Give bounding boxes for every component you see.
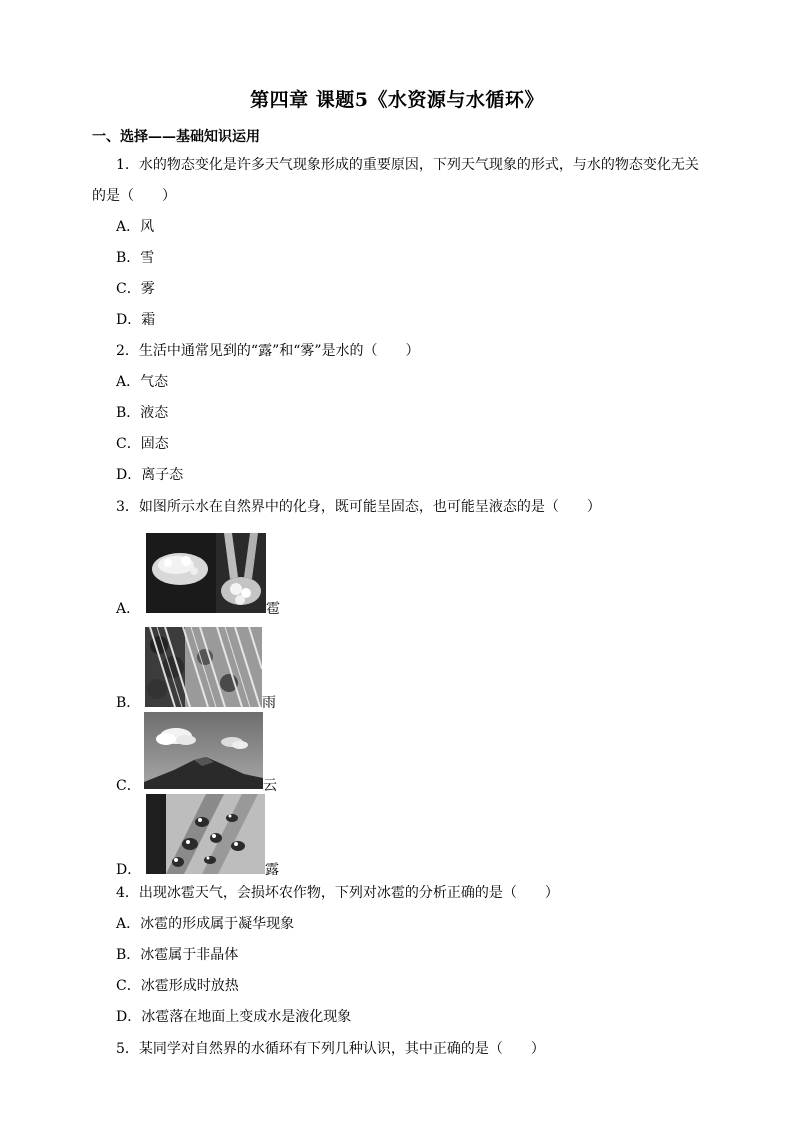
question-2-option-c: C．固态 xyxy=(116,436,169,452)
page-title: 第四章 课题5《水资源与水循环》 xyxy=(250,89,544,111)
dew-photo-icon xyxy=(146,794,265,874)
question-2-option-d: D．离子态 xyxy=(116,467,184,483)
question-1-option-a: A．风 xyxy=(116,219,155,235)
question-3-option-a-letter: A． xyxy=(116,601,141,617)
question-3-option-d-caption: 露 xyxy=(265,862,279,878)
question-1-stem-continued: 的是（ ） xyxy=(92,188,176,204)
question-3-option-c-caption: 云 xyxy=(263,778,277,794)
question-5-stem: 5．某同学对自然界的水循环有下列几种认识，其中正确的是（ ） xyxy=(116,1041,545,1057)
question-2-option-b: B．液态 xyxy=(116,405,169,421)
cloud-photo-icon xyxy=(144,712,263,789)
section-heading: 一、选择——基础知识运用 xyxy=(92,129,260,145)
question-1-option-b: B．雪 xyxy=(116,250,155,266)
question-4-option-b: B．冰雹属于非晶体 xyxy=(116,947,239,963)
question-3-option-d-letter: D． xyxy=(116,862,142,878)
question-2-stem: 2．生活中通常见到的“露”和“雾”是水的（ ） xyxy=(116,343,420,359)
question-3-option-b-caption: 雨 xyxy=(262,695,276,711)
question-1-stem: 1．水的物态变化是许多天气现象形成的重要原因，下列天气现象的形式，与水的物态变化无关 xyxy=(116,157,699,173)
question-3-option-a-caption: 雹 xyxy=(266,601,280,617)
question-3-option-c-letter: C． xyxy=(116,778,141,794)
question-3-stem: 3．如图所示水在自然界中的化身，既可能呈固态，也可能呈液态的是（ ） xyxy=(116,499,601,515)
question-4-option-d: D．冰雹落在地面上变成水是液化现象 xyxy=(116,1009,352,1025)
question-1-option-d: D．霜 xyxy=(116,312,156,328)
question-4-option-a: A．冰雹的形成属于凝华现象 xyxy=(116,916,295,932)
question-2-option-a: A．气态 xyxy=(116,374,169,390)
rain-photo-icon xyxy=(145,627,262,707)
hail-photo-icon xyxy=(146,533,266,613)
question-4-stem: 4．出现冰雹天气，会损坏农作物，下列对冰雹的分析正确的是（ ） xyxy=(116,885,559,901)
question-1-option-c: C．雾 xyxy=(116,281,155,297)
question-4-option-c: C．冰雹形成时放热 xyxy=(116,978,239,994)
question-3-option-b-letter: B． xyxy=(116,695,141,711)
